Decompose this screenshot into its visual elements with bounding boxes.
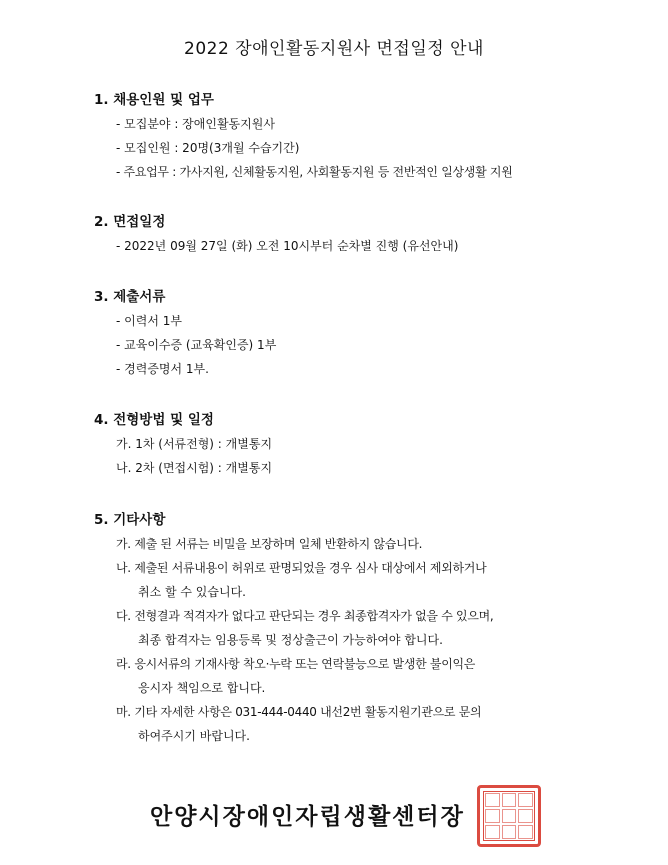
list-item-continuation: 하여주시기 바랍니다.: [138, 729, 250, 743]
list-item: 나. 제출된 서류내용이 허위로 판명되었을 경우 심사 대상에서 제외하거나: [116, 561, 487, 575]
section-recruitment: [94, 88, 614, 184]
list-item: - 경력증명서 1부.: [116, 362, 209, 376]
section-heading: 2. 면접일정: [94, 214, 166, 230]
list-item: - 모집분야 : 장애인활동지원사: [116, 117, 275, 131]
list-item: - 교육이수증 (교육확인증) 1부: [116, 338, 277, 352]
section-heading: 4. 전형방법 및 일정: [94, 412, 214, 428]
section-documents: [94, 285, 614, 381]
list-item: 마. 기타 자세한 사항은 031-444-0440 내선2번 활동지원기관으로 문의: [116, 705, 482, 719]
list-item-continuation: 응시자 책임으로 합니다.: [138, 681, 266, 695]
list-item: - 주요업무 : 가사지원, 신체활동지원, 사회활동지원 등 전반적인 일상생활 지원: [116, 165, 513, 179]
list-item: - 모집인원 : 20명(3개월 수습기간): [116, 141, 300, 155]
page-title: 2022 장애인활동지원사 면접일정 안내: [184, 39, 484, 59]
list-item: 가. 제출 된 서류는 비밀을 보장하며 일체 반환하지 않습니다.: [116, 537, 423, 551]
list-item: 나. 2차 (면접시험) : 개별통지: [116, 461, 273, 475]
list-item-continuation: 최종 합격자는 임용등록 및 정상출근이 가능하여야 합니다.: [138, 633, 443, 647]
section-interview-schedule: [94, 210, 614, 258]
section-other-notes: [94, 508, 614, 748]
list-item: - 이력서 1부: [116, 314, 182, 328]
list-item: - 2022년 09월 27일 (화) 오전 10시부터 순차별 진행 (유선안내): [116, 239, 459, 253]
section-heading: 3. 제출서류: [94, 289, 166, 305]
issuer-name: 안양시장애인자립생활센터장: [150, 804, 465, 830]
list-item: 가. 1차 (서류전형) : 개별통지: [116, 437, 273, 451]
list-item: 다. 전형결과 적격자가 없다고 판단되는 경우 최종합격자가 없을 수 있으며,: [116, 609, 494, 623]
section-selection-method: [94, 408, 614, 480]
list-item: 라. 응시서류의 기재사항 착오·누락 또는 연락불능으로 발생한 불이익은: [116, 657, 476, 671]
section-heading: 1. 채용인원 및 업무: [94, 92, 214, 108]
list-item-continuation: 취소 할 수 있습니다.: [138, 585, 246, 599]
official-seal-icon: [477, 785, 541, 847]
section-heading: 5. 기타사항: [94, 512, 166, 528]
